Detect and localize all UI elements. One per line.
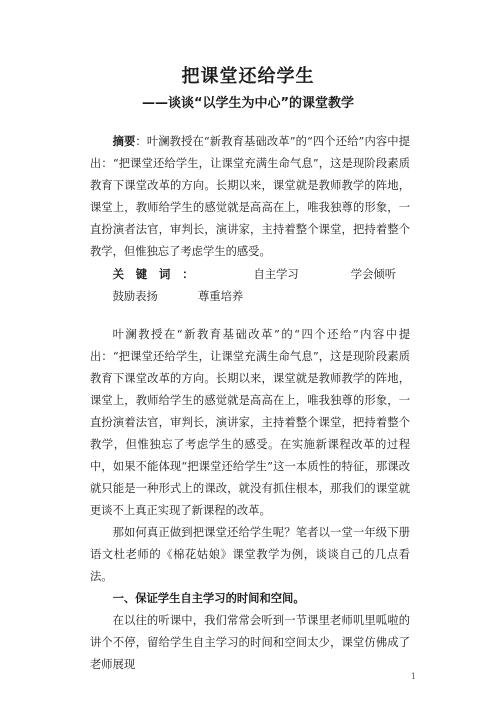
body-paragraph-2: 那如何真正做到把课堂还给学生呢？笔者以一堂一年级下册语文杜老师的《棉花姑娘》课堂教学为例，谈谈自己的几点看法。 (90, 526, 410, 583)
abstract-text: ：叶澜教授在“新教育基础改革”的“四个还给”内容中提出：“把课堂还给学生，让课堂充满生命气息”，这是现阶段素质教育下课堂改革的方向。长期以来，课堂就是教师教学的阵地，课堂上，教师给学生的感觉就是高高在上，唯我独尊的形象，一直扮演者法官，审判长，演讲家，主持着整个课堂，把持着整个教学，但惟独忘了考虑学生的感受。 (90, 135, 410, 258)
document-subtitle: ——谈谈“以学生为中心”的课堂教学 (141, 96, 355, 111)
document-title: 把课堂还给学生 (181, 66, 315, 87)
section-heading-1: 一、保证学生自主学习的时间和空间。 (112, 592, 305, 605)
keyword-item: 自主学习 (253, 268, 299, 281)
abstract-label: 摘要 (112, 134, 136, 148)
keywords-row (90, 263, 410, 308)
keywords-label: 关键词： (112, 267, 206, 281)
body-paragraph-1: 叶澜教授在“新教育基础改革”的“四个还给”内容中提出：“把课堂还给学生，让课堂充满生命气息”，这是现阶段素质教育下课堂改革的方向。长期以来，课堂就是教师教学的阵地，课堂上，教师给学生的感觉就是高高在上，唯我独尊的形象，一直扮演着法官，审判长，演讲家，主持着整个课堂，把持着整个教学，但惟独忘了考虑学生的感受。在实施新课程改革的过程中，如果不能体现“把课堂还给学生”这一本质性的特征，那课改就只能是一种形式上的课改，就没有抓住根本，那我们的课堂就更谈不上真正实现了新课程的改革。 (90, 328, 410, 517)
document-body (90, 130, 410, 676)
keyword-item: 鼓励表扬 (112, 290, 158, 303)
keyword-item: 尊重培养 (197, 290, 244, 303)
body-paragraph-3: 在以往的听课中，我们常常会听到一节课里老师叽里呱啦的讲个不停，留给学生自主学习的时间和空间太少，课堂仿佛成了老师展现 (90, 614, 410, 671)
page-number: 1 (410, 672, 416, 681)
keyword-item: 学会倾听 (350, 268, 396, 281)
abstract-paragraph (90, 130, 410, 263)
